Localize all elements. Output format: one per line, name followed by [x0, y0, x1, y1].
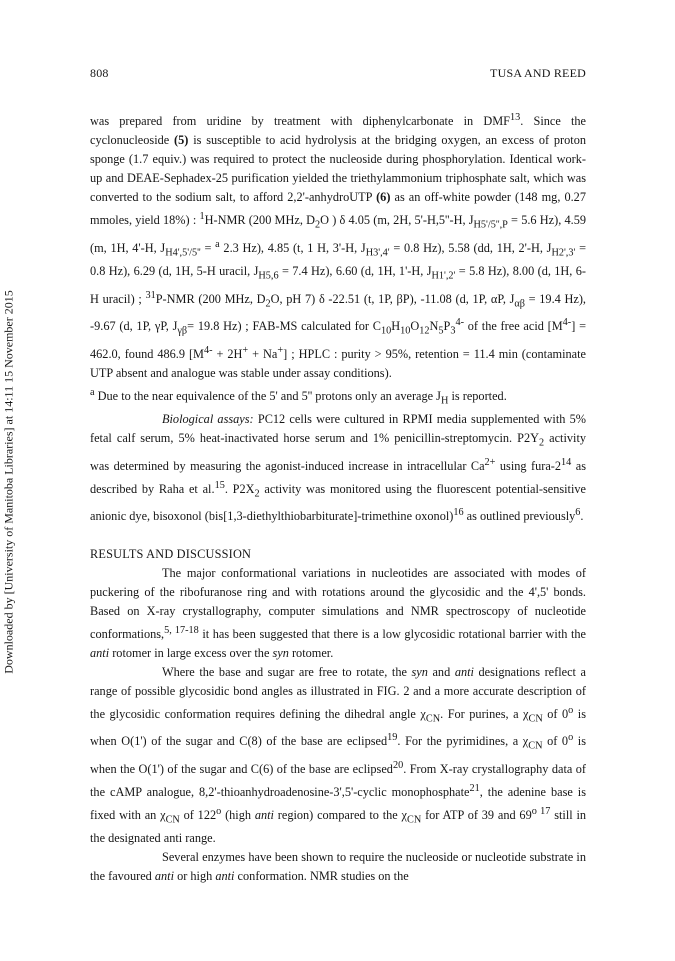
running-header — [90, 66, 586, 82]
synthesis-paragraph: was prepared from uridine by treatment with diphenylcarbonate in DMF$^{13}$. Since the cyclonucleoside (5) is susceptible to acid hydrolysis at the bridging oxygen, an excess of proton sponge (1.7 equiv.) was required to protect the nucleoside during phosphorylation. Identical work-up and DEAE-Sephadex-25 purification yielded the triethylammonium triphosphate salt, which was converted to the sodium salt, to afford 2,2'-anhydroUTP (6) as an off-white powder (148 mg, 0.27 mmoles, yield 18%) : $^1$H-NMR (200 MHz, $D_2O$ ) δ 4.05 (m, 2H, 5'-H,5''-H, $J_{H5'/5'',P} = 5.6$ Hz), 4.59 (m, 1H, 4'-H, $J_{H4',5'/5''} = ^a$ 2.3 Hz), 4.85 (t, 1 H, 3'-H, $J_{H3',4'} = 0.8$ Hz), 5.58 (dd, 1H, 2'-H, $J_{H2',3'} = 0.8$ Hz), 6.29 (d, 1H, 5-H uracil, $J_{H5,6} = 7.4$ Hz), 6.60 (d, 1H, 1'-H, $J_{H1',2'} = 5.8$ Hz), 8.00 (d, 1H, 6-H uracil) ; $^{31}$P-NMR (200 MHz, $D_2O$, pH 7) δ -22.51 (t, 1P, βP), -11.08 (d, 1P, αP, $J_{\alpha\beta} = 19.4$ Hz), -9.67 (d, 1P, γP, $J_{\gamma\beta}= 19.8$ Hz) ; FAB-MS calculated for $C_{10}H_{10}O_{12}N_5P_3^{4-}$ of the free acid $[M^{4-}] = 462.0$, found 486.9 $[M^{4-} + 2H^+ + Na^+]$ ; HPLC : purity > 95%, retention = 11.4 min (contaminate UTP absent and analogue was stable under assay conditions). — [90, 112, 587, 380]
results-paragraph-2: Where the base and sugar are free to rotate, the syn and anti designations reflect a range of possible glycosidic bond angles as illustrated in FIG. 2 and a more accurate description of the glycosidic conformation requires defining the dihedral angle $\chi_{CN}$. For purines, a $\chi_{CN}$ of 0$^o$ is when O(1') of the sugar and C(8) of the base are eclipsed$^{19}$. For the pyrimidines, a $\chi_{CN}$ of 0$^o$ is when the O(1') of the sugar and C(6) of the base are eclipsed$^{20}$. From X-ray crystallography data of the cAMP analogue, 8,2'-thioanhydroadenosine-3',5'-cyclic monophosphate$^{21}$, the adenine base is fixed with an $\chi_{CN}$ of 122$^o$ (high anti region) compared to the $\chi_{CN}$ for ATP of 39 and $69^{o 17}$ still in the designated anti range. — [90, 664, 587, 846]
page-number: 808 — [90, 66, 109, 80]
page-body — [90, 108, 586, 886]
results-paragraph-3: Several enzymes have been shown to require the nucleoside or nucleotide substrate in the favoured anti or high anti conformation. NMR studies on the — [90, 850, 586, 884]
footnote-a: $^a$ Due to the near equivalence of the 5' and 5'' protons only an average $J_H$ is reported. — [90, 386, 507, 407]
running-title: TUSA AND REED — [490, 66, 586, 80]
download-watermark-text: Downloaded by [University of Manitoba Libraries] at 14:11 15 November 2015 — [1, 290, 16, 674]
section-heading: RESULTS AND DISCUSSION — [90, 546, 252, 561]
biological-assays-paragraph: Biological assays: PC12 cells were cultured in RPMI media supplemented with 5% fetal calf serum, 5% heat-inactivated horse serum and 1% penicillin-streptomycin. $P2Y_2$ activity was determined by measuring the agonist-induced increase in intracellular $Ca^{2+}$ using fura-$2^{14}$ as described by Raha et al.$^{15}$. $P2X_2$ activity was monitored using the fluorescent potential-sensitive anionic dye, bisoxonol (bis[1,3-diethylthiobarbiturate]-trimethine oxonol)$^{16}$ as outlined previously$^6$. — [90, 412, 587, 524]
results-paragraph-1: The major conformational variations in nucleotides are associated with modes of puckering of the ribofuranose ring and with rotations around the glycosidic and the 4',5' bonds. Based on X-ray crystallography, computer simulations and NMR spectroscopy of nucleotide conformations,$^{5, 17-18}$ it has been suggested that there is a low glycosidic rotational barrier with the anti rotomer in large excess over the syn rotomer. — [90, 565, 586, 660]
